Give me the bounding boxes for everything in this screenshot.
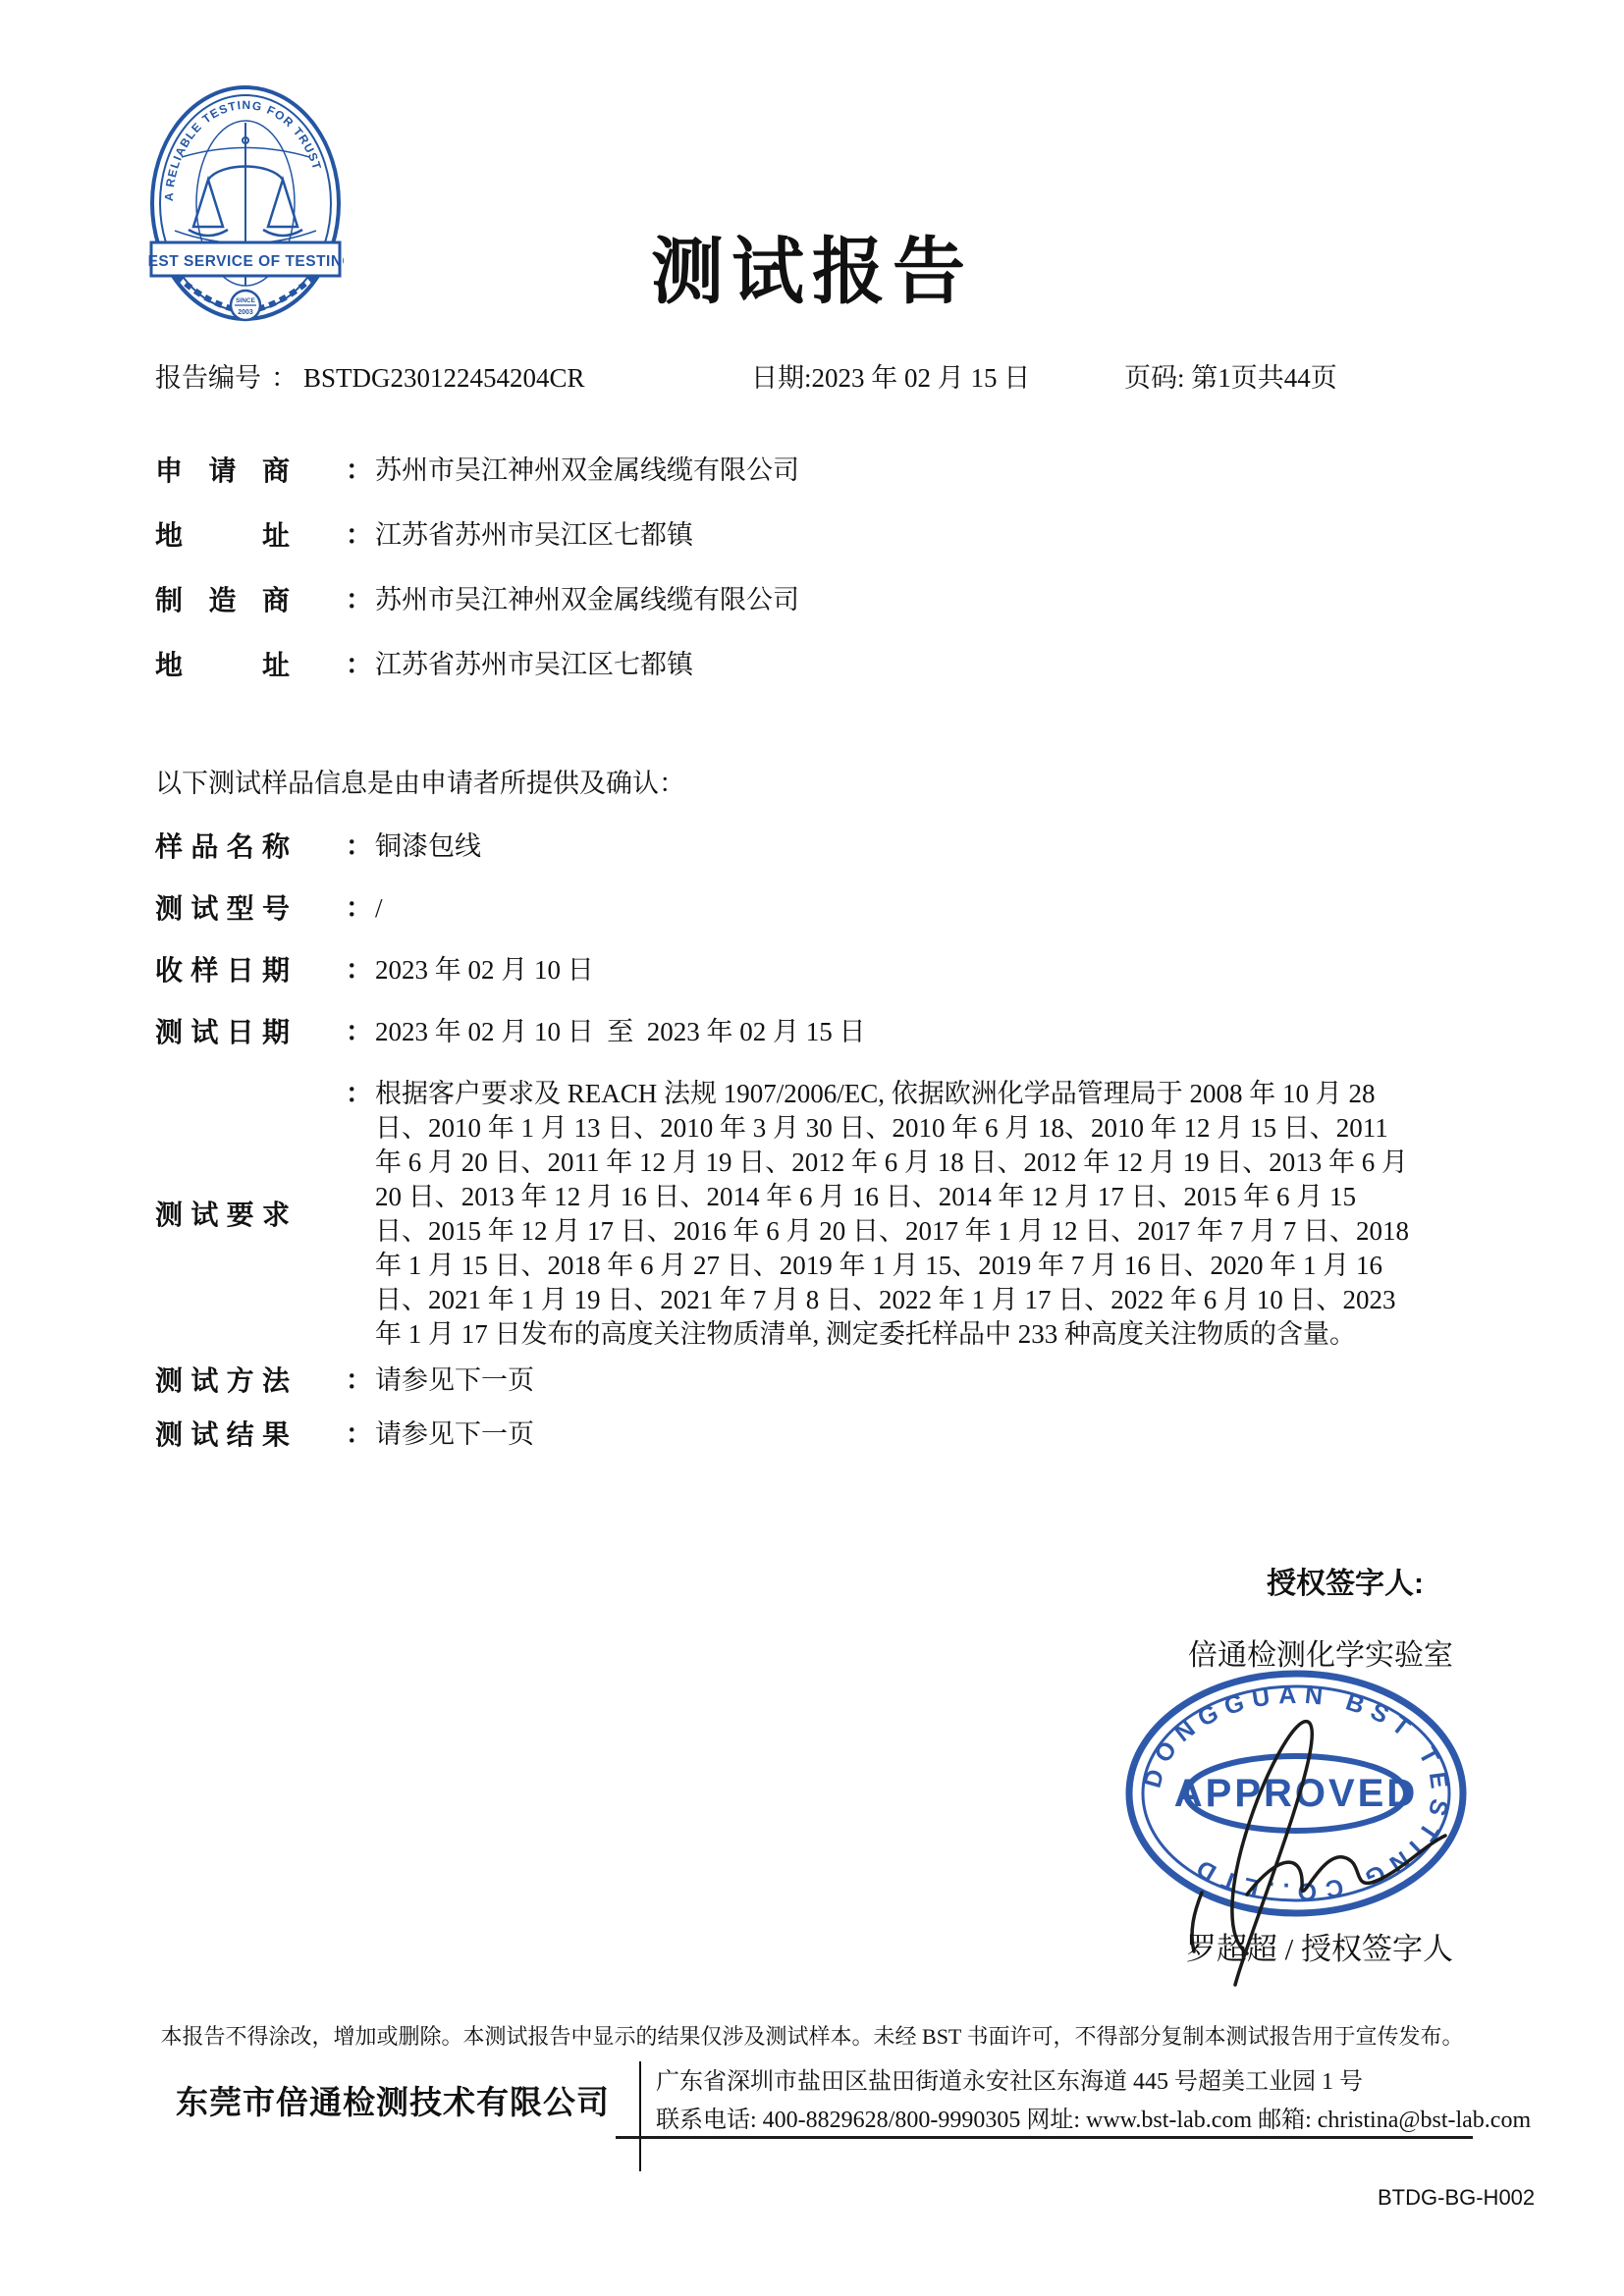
field-receive-date xyxy=(155,953,1432,988)
field-colon: ： xyxy=(346,955,372,985)
field-applicant-address xyxy=(155,518,1471,553)
field-value: 铜漆包线 xyxy=(375,831,481,861)
field-label: 测试要求 xyxy=(155,1199,290,1230)
logo-year-text: 2003 xyxy=(238,309,253,316)
stamp-ring-text: DONGGUAN BST TESTING CO.,LTD xyxy=(1138,1681,1454,1906)
field-label: 制造商 xyxy=(155,585,290,615)
page-title: 测试报告 xyxy=(651,233,973,313)
field-sample-name xyxy=(155,829,1432,864)
field-colon: ： xyxy=(346,831,372,861)
signer-name-line: 罗超超 / 授权签字人 xyxy=(1185,1932,1453,1966)
report-date: 日期:2023 年 02 月 15 日 xyxy=(751,363,1031,393)
field-value: 请参见下一页 xyxy=(375,1419,534,1449)
field-colon: ： xyxy=(346,893,372,923)
field-manufacturer xyxy=(155,583,1471,617)
footer-company-name: 东莞市倍通检测技术有限公司 xyxy=(176,2084,610,2120)
applicant-section xyxy=(155,454,1471,713)
sample-info-intro: 以下测试样品信息是由申请者所提供及确认： xyxy=(155,769,685,798)
field-value: 江苏省苏州市吴江区七都镇 xyxy=(375,520,693,550)
footer-contact: 联系电话: 400-8829628/800-9990305 网址: www.bst-lab.com 邮箱: christina@bst-lab.com xyxy=(656,2108,1532,2133)
field-value: 2023 年 02 月 10 日 至 2023 年 02 月 15 日 xyxy=(375,1017,866,1046)
footer-divider xyxy=(639,2061,641,2171)
footer-disclaimer: 本报告不得涂改，增加或删除。本测试报告中显示的结果仅涉及测试样本。未经 BST 书面许可，不得部分复制本测试报告用于宣传发布。 xyxy=(160,2024,1464,2049)
field-label: 收样日期 xyxy=(155,955,290,986)
field-label: 测试日期 xyxy=(155,1017,290,1047)
field-colon: ： xyxy=(346,455,372,485)
field-label: 测试结果 xyxy=(155,1419,290,1450)
logo-arc-text: A RELIABLE TESTING FOR TRUST xyxy=(161,97,325,202)
authorized-signer-label: 授权签字人: xyxy=(1267,1568,1424,1600)
field-label: 地址 xyxy=(155,650,290,680)
field-test-requirement xyxy=(155,1077,1432,1352)
field-colon: ： xyxy=(346,1419,372,1449)
footer-address: 广东省深圳市盐田区盐田街道永安社区东海道 445 号超美工业园 1 号 xyxy=(656,2069,1363,2095)
logo-since-text: SINCE xyxy=(236,297,255,304)
sample-info-section xyxy=(155,829,1432,1471)
lab-name: 倍通检测化学实验室 xyxy=(1188,1639,1453,1672)
field-colon: ： xyxy=(346,1079,372,1108)
report-no-colon: ： xyxy=(271,363,298,393)
field-value: 根据客户要求及 REACH 法规 1907/2006/EC, 依据欧洲化学品管理局于 2008 年 10 月 28 日、2010 年 1 月 13 日、2010 年 3 月 30 日、2010 年 6 月 18、2010 年 12 月 15 日、2011 年 6 月 20 日、2011 年 12 月 19 日、2012 年 6 月 18 日、2012 年 12 月 19 日、2013 年 6 月 20 日、2013 年 12 月 16 日、2014 年 6 月 16 日、2014 年 12 月 17 日、2015 年 6 月 15 日、2015 年 12 月 17 日、2016 年 6 月 20 日、2017 年 1 月 12 日、2017 年 7 月 7 日、2018 年 1 月 15 日、2018 年 6 月 27 日、2019 年 1 月 15、2019 年 7 月 16 日、2020 年 1 月 16 日、2021 年 1 月 19 日、2021 年 7 月 8 日、2022 年 1 月 17 日、2022 年 6 月 10 日、2023 年 1 月 17 日发布的高度关注物质清单, 测定委托样品中 233 种高度关注物质的含量。 xyxy=(375,1079,1416,1349)
field-colon: ： xyxy=(346,585,372,614)
field-value: / xyxy=(375,893,383,923)
field-label: 申请商 xyxy=(155,455,290,486)
field-test-result xyxy=(155,1417,1432,1452)
report-no-label: 报告编号 xyxy=(155,363,261,393)
field-test-method xyxy=(155,1363,1432,1398)
stamp-approved-text: APPROVED xyxy=(1173,1772,1419,1815)
field-value: 苏州市吴江神州双金属线缆有限公司 xyxy=(375,455,799,485)
field-applicant xyxy=(155,454,1471,488)
report-meta-row xyxy=(155,361,1490,396)
field-label: 测试型号 xyxy=(155,893,290,924)
field-value: 江苏省苏州市吴江区七都镇 xyxy=(375,650,693,679)
field-colon: ： xyxy=(346,1017,372,1046)
footer-rule xyxy=(616,2136,1473,2139)
field-label: 样品名称 xyxy=(155,831,290,862)
form-code: BTDG-BG-H002 xyxy=(1378,2185,1536,2210)
field-test-date xyxy=(155,1015,1432,1049)
field-colon: ： xyxy=(346,650,372,679)
field-value: 苏州市吴江神州双金属线缆有限公司 xyxy=(375,585,799,614)
field-manufacturer-address xyxy=(155,648,1471,682)
field-label: 地址 xyxy=(155,520,290,551)
report-page-count: 页码: 第1页共44页 xyxy=(1124,363,1337,393)
field-test-model xyxy=(155,891,1432,926)
field-value: 2023 年 02 月 10 日 xyxy=(375,955,594,985)
report-no-value: BSTDG230122454204CR xyxy=(303,363,585,393)
logo-banner-text: BEST SERVICE OF TESTING xyxy=(147,253,344,270)
field-colon: ： xyxy=(346,1365,372,1395)
field-colon: ： xyxy=(346,520,372,550)
field-label: 测试方法 xyxy=(155,1365,290,1396)
field-value: 请参见下一页 xyxy=(375,1365,534,1395)
